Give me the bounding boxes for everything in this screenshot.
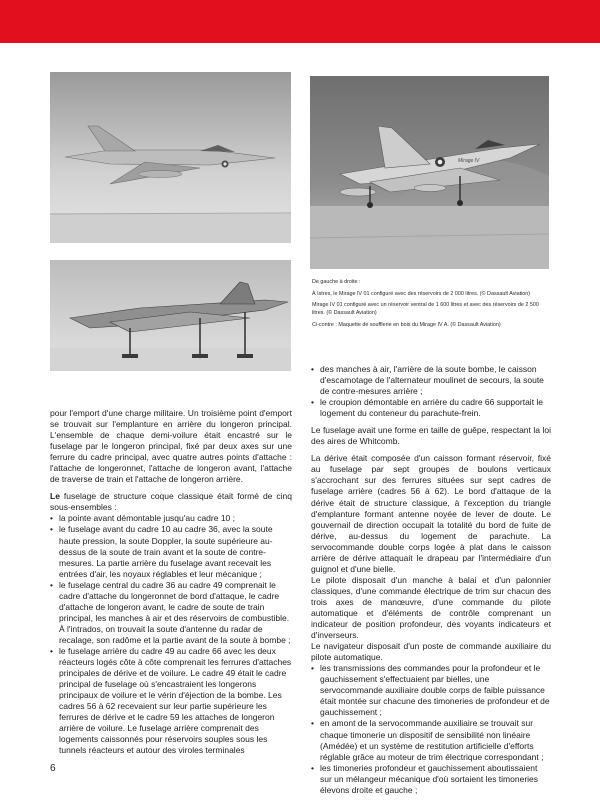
photo-mirage-in-flight — [50, 72, 291, 243]
left-paragraph-1: pour l'emport d'une charge militaire. Un troisième point d'emport se trouvait sur l'emplanture en arrière du longeron principal. L'ensemble de chaque demi-voilure était encastré sur le fuselage par le longeron principal, fixé par deux axes sur une ferrure du cadre principal, avec quatre autres points d'attache : l'attache de longeronnet, l'attache de longeron avant, l'attache de traverse de train et l'attache de longeron arrière. — [50, 408, 292, 485]
right-paragraph-4: Le navigateur disposait d'un poste de commande auxiliaire du pilote automatique. — [311, 641, 551, 663]
list-item: • la pointe avant démontable jusqu'au cadre 10 ; — [50, 513, 292, 524]
page-number: 6 — [50, 763, 56, 774]
list-item: • le fuselage avant du cadre 10 au cadre 36, avec la soute haute pression, la soute Doppler, la soute supérieure au-dessus de la soute de train avant et la soute de contre-mesures. La partie arrière du fuselage avant recevait les entrées d'air, les noyaux réglables et leur mécanique ; — [50, 524, 292, 579]
caption-photo1: À Istres, le Mirage IV 01 configuré avec des réservoirs de 2 000 litres. (© Dassault Aviation) — [312, 290, 531, 297]
caption-photo3: Ci-contre : Maquette de soufflerie en bois du Mirage IV A. (© Dassault Aviation) — [312, 321, 501, 328]
red-header-band — [0, 0, 600, 43]
left-paragraph-2 — [50, 491, 292, 513]
list-item-continued: • des manches à air, l'arrière de la soute bombe, le caisson d'escamotage de l'alternateur moulinet de secours, la soute de contre-mesures arrière ; — [311, 364, 551, 397]
photo-mirage-on-ground — [310, 76, 549, 269]
controls-list — [311, 663, 551, 796]
plane-marking: Mirage IV — [458, 158, 480, 164]
list-item: • en amont de la servocommande auxiliaire se trouvait sur chaque timonerie un dispositif de sensibilité non linéaire (Amédée) et un système de restitution artificielle d'efforts réglable grâce au moteur de trim électrique correspondant ; — [311, 718, 551, 762]
right-paragraph-2: La dérive était composée d'un caisson formant réservoir, fixé au fuselage par sept groupes de boulons verticaux s'accrochant sur des ferrures situées sur sept cadres de fuselage arrière (cadres 56 à 62). Le bord d'attaque de la dérive était de structure classique, à l'exception du triangle d'emplanture formant antenne noyée de lever de doute. Le gouvernail de direction occupait la totalité du bord de fuite de dérive, au-dessus du logement de parachute. La servocommande double corps logée à plat dans le caisson arrière de dérive attaquait le drapeau par l'intermédiaire d'un guignol et d'une bielle. — [311, 453, 551, 574]
right-paragraph-3: Le pilote disposait d'un manche à balai et d'un palonnier classiques, d'une commande électrique de trim sur chacun des trois axes de manœuvre, d'une commande du pilote automatique et d'éléments de contrôle comprenant un indicateur de position profondeur, des voyants indicateurs et d'inverseurs. — [311, 574, 551, 641]
photo-wind-tunnel-model — [50, 260, 291, 371]
left-paragraph-2-text: fuselage de structure coque classique était formé de cinq sous-ensembles : — [50, 491, 292, 513]
lead-word: Le — [50, 491, 60, 502]
fuselage-list-continued — [311, 364, 551, 419]
right-column — [311, 364, 551, 802]
list-item: • le croupion démontable en arrière du cadre 66 supportait le logement du conteneur du parachute-frein. — [311, 397, 551, 419]
left-column — [50, 408, 292, 762]
list-item: • les timoneries profondeur et gauchissement aboutissaient sur un mélangeur mécanique d'où sortaient les timoneries élevons droite et gauche ; — [311, 763, 551, 796]
list-item: • le fuselage central du cadre 36 au cadre 49 comprenait le cadre d'attache du longeronnet de bord d'attaque, le cadre d'attache de longeron avant, le cadre de soute de train principal, les manches à air et des réservoirs de combustible. À l'intrados, on trouvait la soute d'antenne du radar de recalage, son radôme et la partie avant de la soute à bombe ; — [50, 580, 292, 646]
caption-photo2: Mirage IV 01 configuré avec un réservoir ventral de 1 600 litres et avec des réservoirs de 2 500 litres. (© Dassault Aviation) — [312, 302, 539, 317]
list-item: • le fuselage arrière du cadre 49 au cadre 66 avec les deux réacteurs logés côte à côte comprenait les ferrures d'attaches principales de dérive et de voilure. Le cadre 49 était le cadre principal de fuselage où s'encastraient les longerons principaux de voilure et le vérin d'éjection de la bombe. Les cadres 56 à 62 recevaient sur leur partie supérieure les ferrures de dérive et le cadre 59 les attaches de longeron arrière de voilure. Le fuselage arrière comprenait des logements caissonnés pour réservoirs souples sous les tunnels réacteurs et autour des viroles terminales — [50, 646, 292, 756]
right-paragraph-1: Le fuselage avait une forme en taille de guêpe, respectant la loi des aires de Whitcomb. — [311, 425, 551, 447]
list-item: • les transmissions des commandes pour la profondeur et le gauchissement s'effectuaient par bielles, une servocommande auxiliaire double corps de faible puissance était montée sur chacune des timoneries de profondeur et de gauchissement ; — [311, 663, 551, 718]
caption-heading: De gauche à droite : — [312, 279, 361, 285]
photo-captions — [312, 278, 552, 332]
fuselage-list — [50, 513, 292, 756]
